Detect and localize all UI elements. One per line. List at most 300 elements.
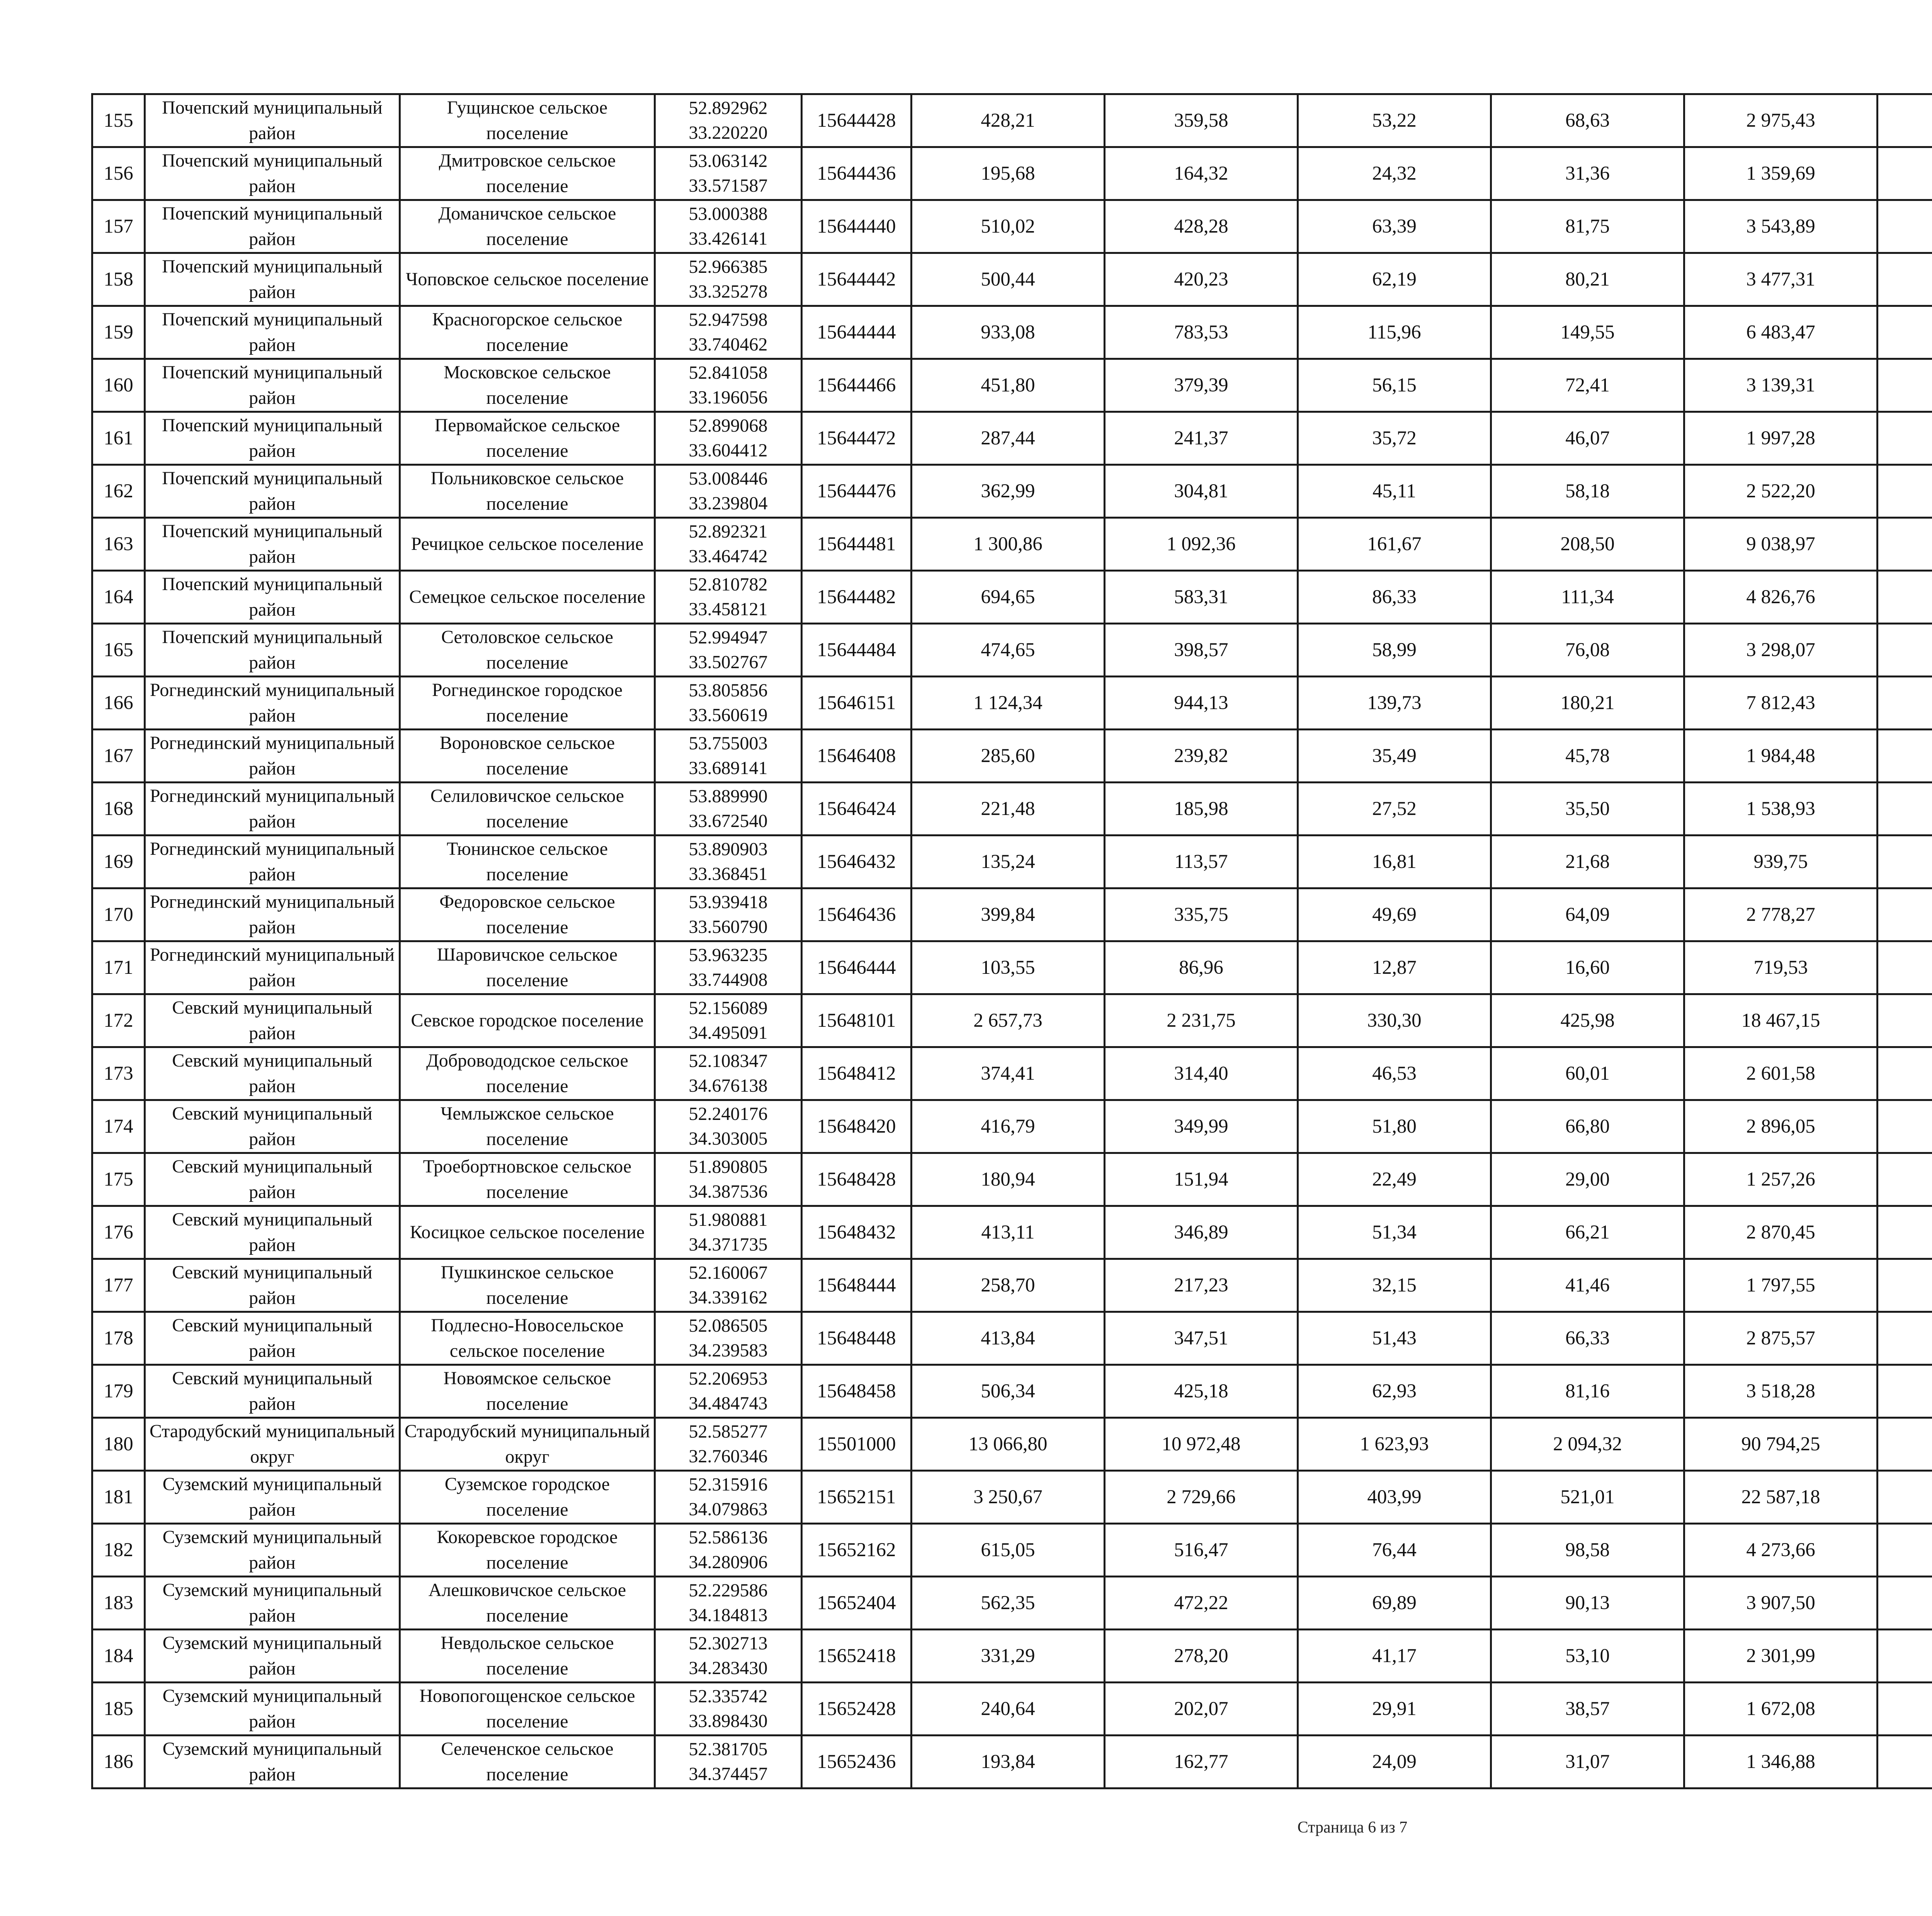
latitude-value: 53.890903	[689, 839, 768, 859]
value-cell-1: 135,24	[912, 835, 1105, 888]
oktmo-code-cell: 15648444	[802, 1259, 912, 1312]
value-cell-4: 64,09	[1491, 888, 1684, 941]
longitude-value: 33.744908	[689, 970, 768, 990]
value-cell-6	[1878, 730, 1932, 783]
settlement-cell: Польниковское сельское поселение	[400, 465, 655, 518]
district-cell: Почепский муниципальный район	[145, 147, 400, 200]
value-cell-6	[1878, 306, 1932, 359]
district-cell: Почепский муниципальный район	[145, 94, 400, 147]
row-number: 173	[92, 1047, 145, 1100]
value-cell-5: 1 672,08	[1684, 1683, 1878, 1736]
settlement-cell: Добровододское сельское поселение	[400, 1047, 655, 1100]
value-cell-4: 31,36	[1491, 147, 1684, 200]
value-cell-2: 346,89	[1105, 1206, 1298, 1259]
table-row	[92, 359, 1932, 412]
value-cell-6	[1878, 253, 1932, 306]
table-row	[92, 1418, 1932, 1471]
value-cell-4: 425,98	[1491, 994, 1684, 1047]
longitude-value: 34.339162	[689, 1287, 768, 1308]
value-cell-1: 694,65	[912, 571, 1105, 624]
coordinates-cell	[655, 1047, 802, 1100]
table-row	[92, 835, 1932, 888]
value-cell-2: 304,81	[1105, 465, 1298, 518]
district-cell: Суземский муниципальный район	[145, 1683, 400, 1736]
oktmo-code-cell: 15644466	[802, 359, 912, 412]
value-cell-6	[1878, 783, 1932, 835]
value-cell-1: 193,84	[912, 1736, 1105, 1788]
value-cell-2: 516,47	[1105, 1524, 1298, 1577]
value-cell-5: 90 794,25	[1684, 1418, 1878, 1471]
latitude-value: 52.947598	[689, 310, 768, 330]
value-cell-1: 240,64	[912, 1683, 1105, 1736]
settlement-cell: Троебортновское сельское поселение	[400, 1153, 655, 1206]
value-cell-6	[1878, 994, 1932, 1047]
value-cell-2: 379,39	[1105, 359, 1298, 412]
settlement-cell: Дмитровское сельское поселение	[400, 147, 655, 200]
district-cell: Рогнединский муниципальный район	[145, 941, 400, 994]
value-cell-1: 258,70	[912, 1259, 1105, 1312]
value-cell-1: 399,84	[912, 888, 1105, 941]
oktmo-code-cell: 15644440	[802, 200, 912, 253]
latitude-value: 52.156089	[689, 998, 768, 1018]
value-cell-1: 413,11	[912, 1206, 1105, 1259]
table-row	[92, 677, 1932, 730]
coordinates-cell	[655, 1153, 802, 1206]
latitude-value: 53.755003	[689, 733, 768, 754]
value-cell-3: 51,43	[1298, 1312, 1491, 1365]
value-cell-2: 314,40	[1105, 1047, 1298, 1100]
latitude-value: 52.586136	[689, 1527, 768, 1548]
value-cell-5: 2 896,05	[1684, 1100, 1878, 1153]
value-cell-1: 287,44	[912, 412, 1105, 465]
row-number: 156	[92, 147, 145, 200]
value-cell-5: 2 301,99	[1684, 1630, 1878, 1683]
value-cell-5: 3 907,50	[1684, 1577, 1878, 1630]
district-cell: Почепский муниципальный район	[145, 359, 400, 412]
value-cell-3: 22,49	[1298, 1153, 1491, 1206]
value-cell-2: 151,94	[1105, 1153, 1298, 1206]
longitude-value: 33.368451	[689, 864, 768, 884]
value-cell-5: 18 467,15	[1684, 994, 1878, 1047]
value-cell-4: 66,33	[1491, 1312, 1684, 1365]
longitude-value: 33.560790	[689, 917, 768, 937]
value-cell-5: 6 483,47	[1684, 306, 1878, 359]
table-row	[92, 1047, 1932, 1100]
value-cell-2: 1 092,36	[1105, 518, 1298, 571]
oktmo-code-cell: 15652428	[802, 1683, 912, 1736]
table-row	[92, 1206, 1932, 1259]
value-cell-1: 374,41	[912, 1047, 1105, 1100]
row-number: 184	[92, 1630, 145, 1683]
longitude-value: 33.196056	[689, 387, 768, 408]
value-cell-4: 208,50	[1491, 518, 1684, 571]
table-row	[92, 1312, 1932, 1365]
oktmo-code-cell: 15646408	[802, 730, 912, 783]
value-cell-1: 195,68	[912, 147, 1105, 200]
value-cell-6	[1878, 1418, 1932, 1471]
value-cell-4: 41,46	[1491, 1259, 1684, 1312]
row-number: 163	[92, 518, 145, 571]
latitude-value: 51.980881	[689, 1210, 768, 1230]
table-row	[92, 465, 1932, 518]
value-cell-3: 62,93	[1298, 1365, 1491, 1418]
value-cell-5: 719,53	[1684, 941, 1878, 994]
oktmo-code-cell: 15652418	[802, 1630, 912, 1683]
value-cell-5: 1 984,48	[1684, 730, 1878, 783]
table-row	[92, 624, 1932, 677]
latitude-value: 52.335742	[689, 1686, 768, 1707]
value-cell-1: 428,21	[912, 94, 1105, 147]
value-cell-6	[1878, 1736, 1932, 1788]
value-cell-4: 21,68	[1491, 835, 1684, 888]
longitude-value: 33.464742	[689, 546, 768, 567]
value-cell-5: 1 538,93	[1684, 783, 1878, 835]
latitude-value: 52.810782	[689, 574, 768, 595]
row-number: 171	[92, 941, 145, 994]
value-cell-4: 81,75	[1491, 200, 1684, 253]
coordinates-cell	[655, 306, 802, 359]
coordinates-cell	[655, 1524, 802, 1577]
oktmo-code-cell: 15648420	[802, 1100, 912, 1153]
value-cell-3: 49,69	[1298, 888, 1491, 941]
row-number: 180	[92, 1418, 145, 1471]
value-cell-3: 76,44	[1298, 1524, 1491, 1577]
oktmo-code-cell: 15646432	[802, 835, 912, 888]
table-row	[92, 1259, 1932, 1312]
coordinates-cell	[655, 994, 802, 1047]
value-cell-2: 783,53	[1105, 306, 1298, 359]
district-cell: Суземский муниципальный район	[145, 1736, 400, 1788]
row-number: 185	[92, 1683, 145, 1736]
row-number: 176	[92, 1206, 145, 1259]
value-cell-2: 2 231,75	[1105, 994, 1298, 1047]
value-cell-5: 3 139,31	[1684, 359, 1878, 412]
row-number: 168	[92, 783, 145, 835]
coordinates-cell	[655, 1471, 802, 1524]
latitude-value: 53.963235	[689, 945, 768, 965]
value-cell-3: 45,11	[1298, 465, 1491, 518]
value-cell-2: 239,82	[1105, 730, 1298, 783]
value-cell-2: 335,75	[1105, 888, 1298, 941]
value-cell-2: 241,37	[1105, 412, 1298, 465]
value-cell-3: 41,17	[1298, 1630, 1491, 1683]
value-cell-6	[1878, 359, 1932, 412]
oktmo-code-cell: 15646444	[802, 941, 912, 994]
oktmo-code-cell: 15648432	[802, 1206, 912, 1259]
table-row	[92, 1683, 1932, 1736]
district-cell: Суземский муниципальный район	[145, 1577, 400, 1630]
district-cell: Севский муниципальный район	[145, 1365, 400, 1418]
longitude-value: 33.560619	[689, 705, 768, 725]
value-cell-6	[1878, 571, 1932, 624]
value-cell-6	[1878, 835, 1932, 888]
latitude-value: 53.805856	[689, 680, 768, 701]
oktmo-code-cell: 15652404	[802, 1577, 912, 1630]
value-cell-2: 10 972,48	[1105, 1418, 1298, 1471]
settlement-cell: Алешковичское сельское поселение	[400, 1577, 655, 1630]
longitude-value: 34.280906	[689, 1552, 768, 1572]
row-number: 177	[92, 1259, 145, 1312]
latitude-value: 52.108347	[689, 1051, 768, 1071]
value-cell-1: 1 124,34	[912, 677, 1105, 730]
value-cell-1: 221,48	[912, 783, 1105, 835]
value-cell-4: 53,10	[1491, 1630, 1684, 1683]
coordinates-cell	[655, 1100, 802, 1153]
table-row	[92, 518, 1932, 571]
oktmo-code-cell: 15644442	[802, 253, 912, 306]
value-cell-6	[1878, 518, 1932, 571]
value-cell-1: 13 066,80	[912, 1418, 1105, 1471]
row-number: 170	[92, 888, 145, 941]
row-number: 172	[92, 994, 145, 1047]
settlement-cell: Вороновское сельское поселение	[400, 730, 655, 783]
district-cell: Рогнединский муниципальный район	[145, 677, 400, 730]
value-cell-3: 115,96	[1298, 306, 1491, 359]
district-cell: Рогнединский муниципальный район	[145, 835, 400, 888]
value-cell-2: 278,20	[1105, 1630, 1298, 1683]
row-number: 183	[92, 1577, 145, 1630]
value-cell-3: 86,33	[1298, 571, 1491, 624]
value-cell-4: 38,57	[1491, 1683, 1684, 1736]
settlement-cell: Федоровское сельское поселение	[400, 888, 655, 941]
value-cell-3: 24,32	[1298, 147, 1491, 200]
latitude-value: 52.994947	[689, 627, 768, 648]
coordinates-cell	[655, 412, 802, 465]
value-cell-1: 2 657,73	[912, 994, 1105, 1047]
value-cell-4: 80,21	[1491, 253, 1684, 306]
value-cell-3: 51,34	[1298, 1206, 1491, 1259]
oktmo-code-cell: 15644472	[802, 412, 912, 465]
value-cell-2: 162,77	[1105, 1736, 1298, 1788]
value-cell-3: 35,49	[1298, 730, 1491, 783]
district-cell: Суземский муниципальный район	[145, 1524, 400, 1577]
district-cell: Почепский муниципальный район	[145, 200, 400, 253]
value-cell-3: 46,53	[1298, 1047, 1491, 1100]
coordinates-cell	[655, 677, 802, 730]
value-cell-1: 180,94	[912, 1153, 1105, 1206]
longitude-value: 34.239583	[689, 1340, 768, 1361]
settlement-cell: Московское сельское поселение	[400, 359, 655, 412]
value-cell-5: 3 477,31	[1684, 253, 1878, 306]
district-cell: Севский муниципальный район	[145, 1100, 400, 1153]
oktmo-code-cell: 15648101	[802, 994, 912, 1047]
oktmo-code-cell: 15501000	[802, 1418, 912, 1471]
value-cell-3: 35,72	[1298, 412, 1491, 465]
table-row	[92, 147, 1932, 200]
longitude-value: 34.184813	[689, 1605, 768, 1625]
settlement-cell: Красногорское сельское поселение	[400, 306, 655, 359]
settlement-cell: Косицкое сельское поселение	[400, 1206, 655, 1259]
value-cell-5: 2 975,43	[1684, 94, 1878, 147]
value-cell-5: 3 298,07	[1684, 624, 1878, 677]
settlement-cell: Гущинское сельское поселение	[400, 94, 655, 147]
oktmo-code-cell: 15652436	[802, 1736, 912, 1788]
longitude-value: 33.220220	[689, 123, 768, 143]
oktmo-code-cell: 15648448	[802, 1312, 912, 1365]
value-cell-1: 451,80	[912, 359, 1105, 412]
value-cell-2: 349,99	[1105, 1100, 1298, 1153]
district-cell: Почепский муниципальный район	[145, 624, 400, 677]
latitude-value: 52.966385	[689, 257, 768, 277]
value-cell-1: 331,29	[912, 1630, 1105, 1683]
value-cell-4: 66,21	[1491, 1206, 1684, 1259]
value-cell-3: 53,22	[1298, 94, 1491, 147]
settlement-cell: Первомайское сельское поселение	[400, 412, 655, 465]
oktmo-code-cell: 15644476	[802, 465, 912, 518]
district-cell: Севский муниципальный район	[145, 1047, 400, 1100]
district-cell: Почепский муниципальный район	[145, 306, 400, 359]
longitude-value: 34.303005	[689, 1128, 768, 1149]
table-row	[92, 200, 1932, 253]
value-cell-5: 1 997,28	[1684, 412, 1878, 465]
table-row	[92, 1100, 1932, 1153]
settlement-cell: Чоповское сельское поселение	[400, 253, 655, 306]
value-cell-2: 185,98	[1105, 783, 1298, 835]
settlement-cell: Речицкое сельское поселение	[400, 518, 655, 571]
row-number: 160	[92, 359, 145, 412]
coordinates-cell	[655, 1206, 802, 1259]
value-cell-1: 1 300,86	[912, 518, 1105, 571]
table-row	[92, 888, 1932, 941]
oktmo-code-cell: 15652162	[802, 1524, 912, 1577]
value-cell-4: 180,21	[1491, 677, 1684, 730]
coordinates-cell	[655, 941, 802, 994]
value-cell-5: 2 870,45	[1684, 1206, 1878, 1259]
table-row	[92, 412, 1932, 465]
value-cell-4: 521,01	[1491, 1471, 1684, 1524]
oktmo-code-cell: 15648428	[802, 1153, 912, 1206]
table-body	[92, 94, 1932, 1788]
latitude-value: 52.206953	[689, 1368, 768, 1389]
settlement-cell: Доманичское сельское поселение	[400, 200, 655, 253]
longitude-value: 33.426141	[689, 228, 768, 249]
row-number: 159	[92, 306, 145, 359]
value-cell-2: 398,57	[1105, 624, 1298, 677]
row-number: 162	[92, 465, 145, 518]
coordinates-cell	[655, 1736, 802, 1788]
value-cell-4: 31,07	[1491, 1736, 1684, 1788]
settlement-cell: Семецкое сельское поселение	[400, 571, 655, 624]
row-number: 186	[92, 1736, 145, 1788]
oktmo-code-cell: 15646436	[802, 888, 912, 941]
value-cell-3: 16,81	[1298, 835, 1491, 888]
value-cell-5: 2 778,27	[1684, 888, 1878, 941]
value-cell-2: 583,31	[1105, 571, 1298, 624]
latitude-value: 52.160067	[689, 1263, 768, 1283]
longitude-value: 32.760346	[689, 1446, 768, 1467]
table-row	[92, 1736, 1932, 1788]
coordinates-cell	[655, 730, 802, 783]
district-cell: Почепский муниципальный район	[145, 253, 400, 306]
coordinates-cell	[655, 1630, 802, 1683]
coordinates-cell	[655, 1683, 802, 1736]
value-cell-3: 29,91	[1298, 1683, 1491, 1736]
district-cell: Почепский муниципальный район	[145, 412, 400, 465]
oktmo-code-cell: 15644481	[802, 518, 912, 571]
table-row	[92, 306, 1932, 359]
coordinates-cell	[655, 1312, 802, 1365]
value-cell-4: 90,13	[1491, 1577, 1684, 1630]
row-number: 175	[92, 1153, 145, 1206]
coordinates-cell	[655, 465, 802, 518]
latitude-value: 52.841058	[689, 362, 768, 383]
district-cell: Рогнединский муниципальный район	[145, 783, 400, 835]
value-cell-5: 9 038,97	[1684, 518, 1878, 571]
value-cell-1: 285,60	[912, 730, 1105, 783]
value-cell-4: 35,50	[1491, 783, 1684, 835]
settlement-cell: Шаровичское сельское поселение	[400, 941, 655, 994]
district-cell: Севский муниципальный район	[145, 1153, 400, 1206]
latitude-value: 52.892962	[689, 98, 768, 118]
value-cell-5: 2 522,20	[1684, 465, 1878, 518]
longitude-value: 33.689141	[689, 758, 768, 778]
value-cell-2: 359,58	[1105, 94, 1298, 147]
value-cell-1: 362,99	[912, 465, 1105, 518]
value-cell-6	[1878, 94, 1932, 147]
value-cell-2: 113,57	[1105, 835, 1298, 888]
coordinates-cell	[655, 1259, 802, 1312]
latitude-value: 53.063142	[689, 151, 768, 171]
coordinates-cell	[655, 888, 802, 941]
row-number: 164	[92, 571, 145, 624]
value-cell-3: 403,99	[1298, 1471, 1491, 1524]
longitude-value: 34.374457	[689, 1764, 768, 1784]
longitude-value: 33.239804	[689, 493, 768, 514]
value-cell-5: 1 359,69	[1684, 147, 1878, 200]
value-cell-6	[1878, 1100, 1932, 1153]
page-footer: Страница 6 из 7	[1297, 1819, 1408, 1836]
longitude-value: 33.604412	[689, 440, 768, 461]
value-cell-6	[1878, 1577, 1932, 1630]
value-cell-2: 164,32	[1105, 147, 1298, 200]
value-cell-3: 51,80	[1298, 1100, 1491, 1153]
value-cell-1: 510,02	[912, 200, 1105, 253]
longitude-value: 34.484743	[689, 1393, 768, 1414]
settlement-cell: Новопогощенское сельское поселение	[400, 1683, 655, 1736]
row-number: 178	[92, 1312, 145, 1365]
settlement-cell: Тюнинское сельское поселение	[400, 835, 655, 888]
settlement-cell: Невдольское сельское поселение	[400, 1630, 655, 1683]
oktmo-code-cell: 15644428	[802, 94, 912, 147]
value-cell-3: 330,30	[1298, 994, 1491, 1047]
oktmo-code-cell: 15644484	[802, 624, 912, 677]
value-cell-1: 500,44	[912, 253, 1105, 306]
value-cell-1: 3 250,67	[912, 1471, 1105, 1524]
coordinates-cell	[655, 835, 802, 888]
value-cell-3: 161,67	[1298, 518, 1491, 571]
oktmo-code-cell: 15644436	[802, 147, 912, 200]
value-cell-5: 2 875,57	[1684, 1312, 1878, 1365]
row-number: 179	[92, 1365, 145, 1418]
value-cell-1: 103,55	[912, 941, 1105, 994]
value-cell-4: 111,34	[1491, 571, 1684, 624]
latitude-value: 52.302713	[689, 1633, 768, 1654]
value-cell-6	[1878, 465, 1932, 518]
latitude-value: 52.315916	[689, 1474, 768, 1495]
value-cell-2: 472,22	[1105, 1577, 1298, 1630]
table-row	[92, 730, 1932, 783]
table-row	[92, 1365, 1932, 1418]
district-cell: Почепский муниципальный район	[145, 465, 400, 518]
table-row	[92, 253, 1932, 306]
row-number: 182	[92, 1524, 145, 1577]
longitude-value: 34.676138	[689, 1075, 768, 1096]
value-cell-4: 72,41	[1491, 359, 1684, 412]
district-cell: Рогнединский муниципальный район	[145, 730, 400, 783]
value-cell-6	[1878, 1259, 1932, 1312]
table-row	[92, 1524, 1932, 1577]
value-cell-4: 60,01	[1491, 1047, 1684, 1100]
